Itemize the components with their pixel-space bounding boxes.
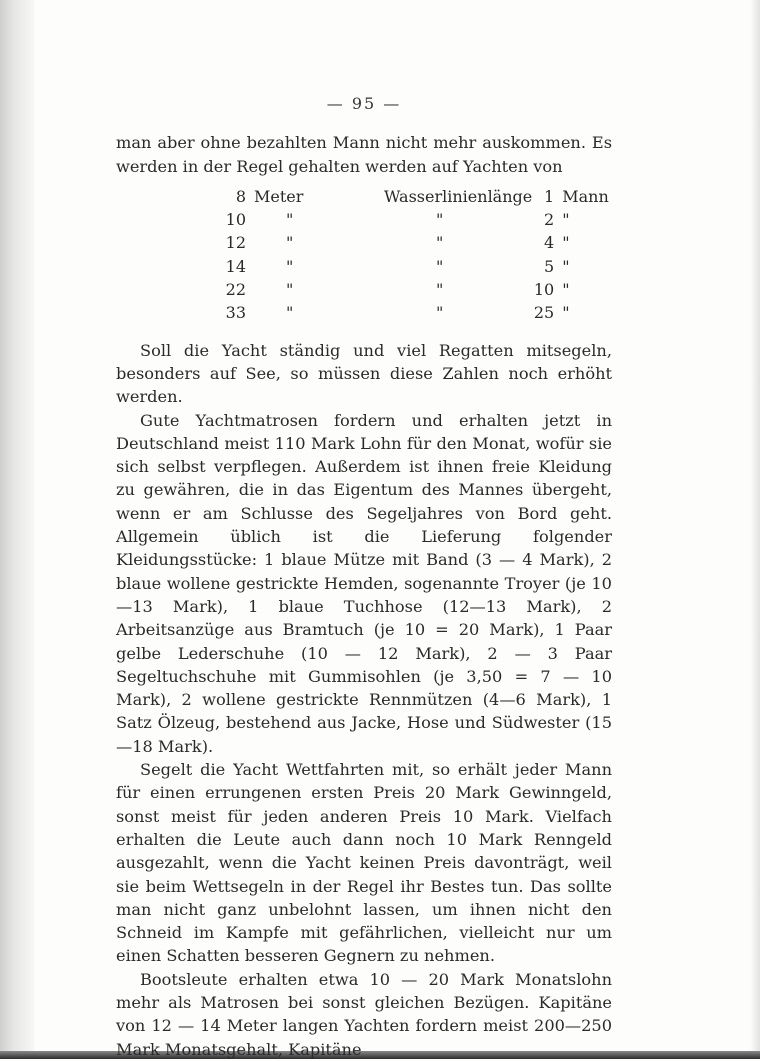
crew-count: 4 — [544, 233, 555, 253]
crew-unit: " — [562, 233, 570, 253]
length-unit: " — [286, 303, 294, 323]
length-description: Wasserlinienlänge — [384, 186, 533, 206]
crew-count: 25 — [533, 303, 555, 323]
yacht-length-value: 14 — [225, 256, 246, 276]
length-unit: " — [286, 233, 294, 253]
length-description: " — [436, 256, 444, 276]
crew-unit: " — [562, 303, 570, 323]
page-gutter-shadow — [0, 0, 34, 1059]
crew-unit: " — [562, 280, 570, 300]
length-unit: " — [286, 210, 294, 230]
paragraph-wages-clothing: Gute Yachtmatrosen fordern und erhalten jetzt in Deutschland meist 110 Mark Lohn für den Monat, wofür sie sich selbst verpflegen. Außerdem ist ihnen freie Kleidung zu gewähren, die in das Eigentum des Mannes übergeht, wenn er am Schlusse des Segeljahres von Bord geht. Allgemein üblich ist die Lieferung folgender Kleidungsstücke: 1 blaue Mütze mit Band (3 — 4 Mark), 2 blaue wollene gestrickte Hemden, sogenannte Troyer (je 10—13 Mark), 1 blaue Tuchhose (12—13 Mark), 2 Arbeitsanzüge aus Bramtuch (je 10 = 20 Mark), 1 Paar gelbe Lederschuhe (10 — 12 Mark), 2 — 3 Paar Segeltuchschuhe mit Gummisohlen (je 3,50 = 7 — 10 Mark), 2 wollene gestrickte Rennmützen (4—6 Mark), 1 Satz Ölzeug, bestehend aus Jacke, Hose und Südwester (15—18 Mark). — [116, 410, 612, 756]
yacht-length-value: 8 — [235, 186, 246, 206]
crew-count: 5 — [544, 256, 555, 276]
yacht-length-value: 12 — [225, 233, 246, 253]
crew-table-row — [224, 231, 609, 254]
length-description: " — [436, 303, 444, 323]
yacht-length-value: 33 — [225, 303, 246, 323]
paragraph-boatswain-captain: Bootsleute erhalten etwa 10 — 20 Mark Monatslohn mehr als Matrosen bei sonst gleichen Bezügen. Kapitäne von 12 — 14 Meter langen Yachten fordern meist 200—250 Mark Monatsgehalt, Kapitäne — [116, 969, 612, 1059]
crew-count: 10 — [533, 280, 555, 300]
crew-table-row — [224, 255, 609, 278]
page-edge-shadow — [750, 0, 760, 1059]
crew-table-row — [224, 208, 609, 231]
crew-size-table — [224, 185, 609, 325]
paragraph-prize-money: Segelt die Yacht Wettfahrten mit, so erhält jeder Mann für einen errungenen ersten Preis 20 Mark Gewinngeld, sonst meist für jeden anderen Preis 10 Mark. Vielfach erhalten die Leute auch dann noch 10 Mark Renngeld ausgezahlt, wenn die Yacht keinen Preis davonträgt, weil sie beim Wettsegeln in der Regel ihr Bestes tun. Das sollte man nicht ganz unbelohnt lassen, um ihnen nicht den Schneid im Kampfe mit gefährlichen, vielleicht nur um einen Schatten besseren Gegnern zu nehmen. — [116, 760, 612, 966]
length-unit: " — [286, 280, 294, 300]
yacht-length-value: 10 — [225, 210, 246, 230]
page-number: — 95 — — [326, 94, 402, 113]
crew-count: 2 — [544, 210, 555, 230]
length-description: " — [436, 233, 444, 253]
crew-count: 1 — [544, 186, 555, 206]
intro-paragraph: man aber ohne bezahlten Mann nicht mehr auskommen. Es werden in der Regel gehalten werden auf Yachten von — [116, 133, 612, 176]
length-description: " — [436, 280, 444, 300]
paragraph-regatta: Soll die Yacht ständig und viel Regatten mitsegeln, besonders auf See, so müssen diese Zahlen noch erhöht werden. — [116, 340, 612, 407]
crew-table-row — [224, 301, 609, 324]
length-unit: " — [286, 256, 294, 276]
length-unit: Meter — [254, 186, 304, 206]
crew-table-row — [224, 278, 609, 301]
yacht-length-value: 22 — [225, 280, 246, 300]
crew-unit: " — [562, 256, 570, 276]
crew-table-row — [224, 185, 609, 208]
book-page — [116, 92, 612, 1061]
crew-unit: " — [562, 210, 570, 230]
length-description: " — [436, 210, 444, 230]
crew-unit: Mann — [562, 186, 609, 206]
